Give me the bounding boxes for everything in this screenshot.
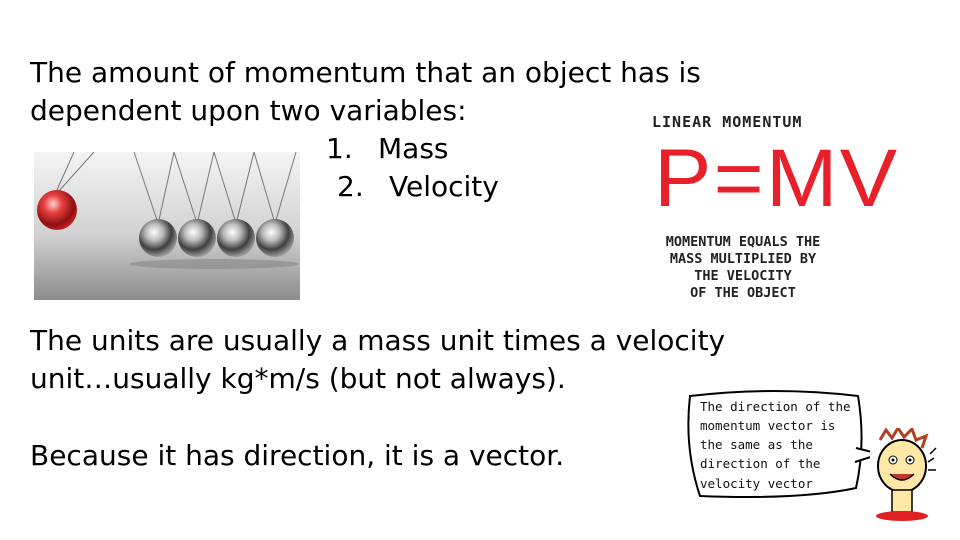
formula-description-line: MASS MULTIPLIED BY <box>669 251 817 267</box>
momentum-formula-graphic <box>618 113 900 305</box>
bubble-line: direction of the <box>700 456 821 471</box>
list-item-velocity <box>337 168 499 206</box>
intro-line-1: The amount of momentum that an object has is <box>30 56 701 89</box>
vector-statement: Because it has direction, it is a vector. <box>30 439 565 472</box>
list-item-mass <box>326 130 449 168</box>
newtons-cradle-image <box>34 152 300 300</box>
list-label: Velocity <box>389 170 499 203</box>
bubble-line: velocity vector <box>700 476 813 491</box>
formula: P=MV <box>654 133 900 224</box>
intro-line-2: dependent upon two variables: <box>30 94 467 127</box>
bubble-line: The direction of the <box>700 399 851 414</box>
units-line-1: The units are usually a mass unit times a velocity <box>30 324 726 357</box>
cartoon-person-image <box>862 428 942 522</box>
formula-description-line: OF THE OBJECT <box>690 285 796 301</box>
formula-heading: LINEAR MOMENTUM <box>652 113 803 131</box>
list-label: Mass <box>378 132 449 165</box>
units-line-2: unit…usually kg*m/s (but not always). <box>30 362 566 395</box>
formula-description-line: THE VELOCITY <box>694 268 792 284</box>
list-number: 2. <box>337 170 364 203</box>
list-number: 1. <box>326 132 353 165</box>
bubble-line: the same as the <box>700 437 813 452</box>
formula-description-line: MOMENTUM EQUALS THE <box>665 234 821 250</box>
bubble-line: momentum vector is <box>700 418 836 433</box>
